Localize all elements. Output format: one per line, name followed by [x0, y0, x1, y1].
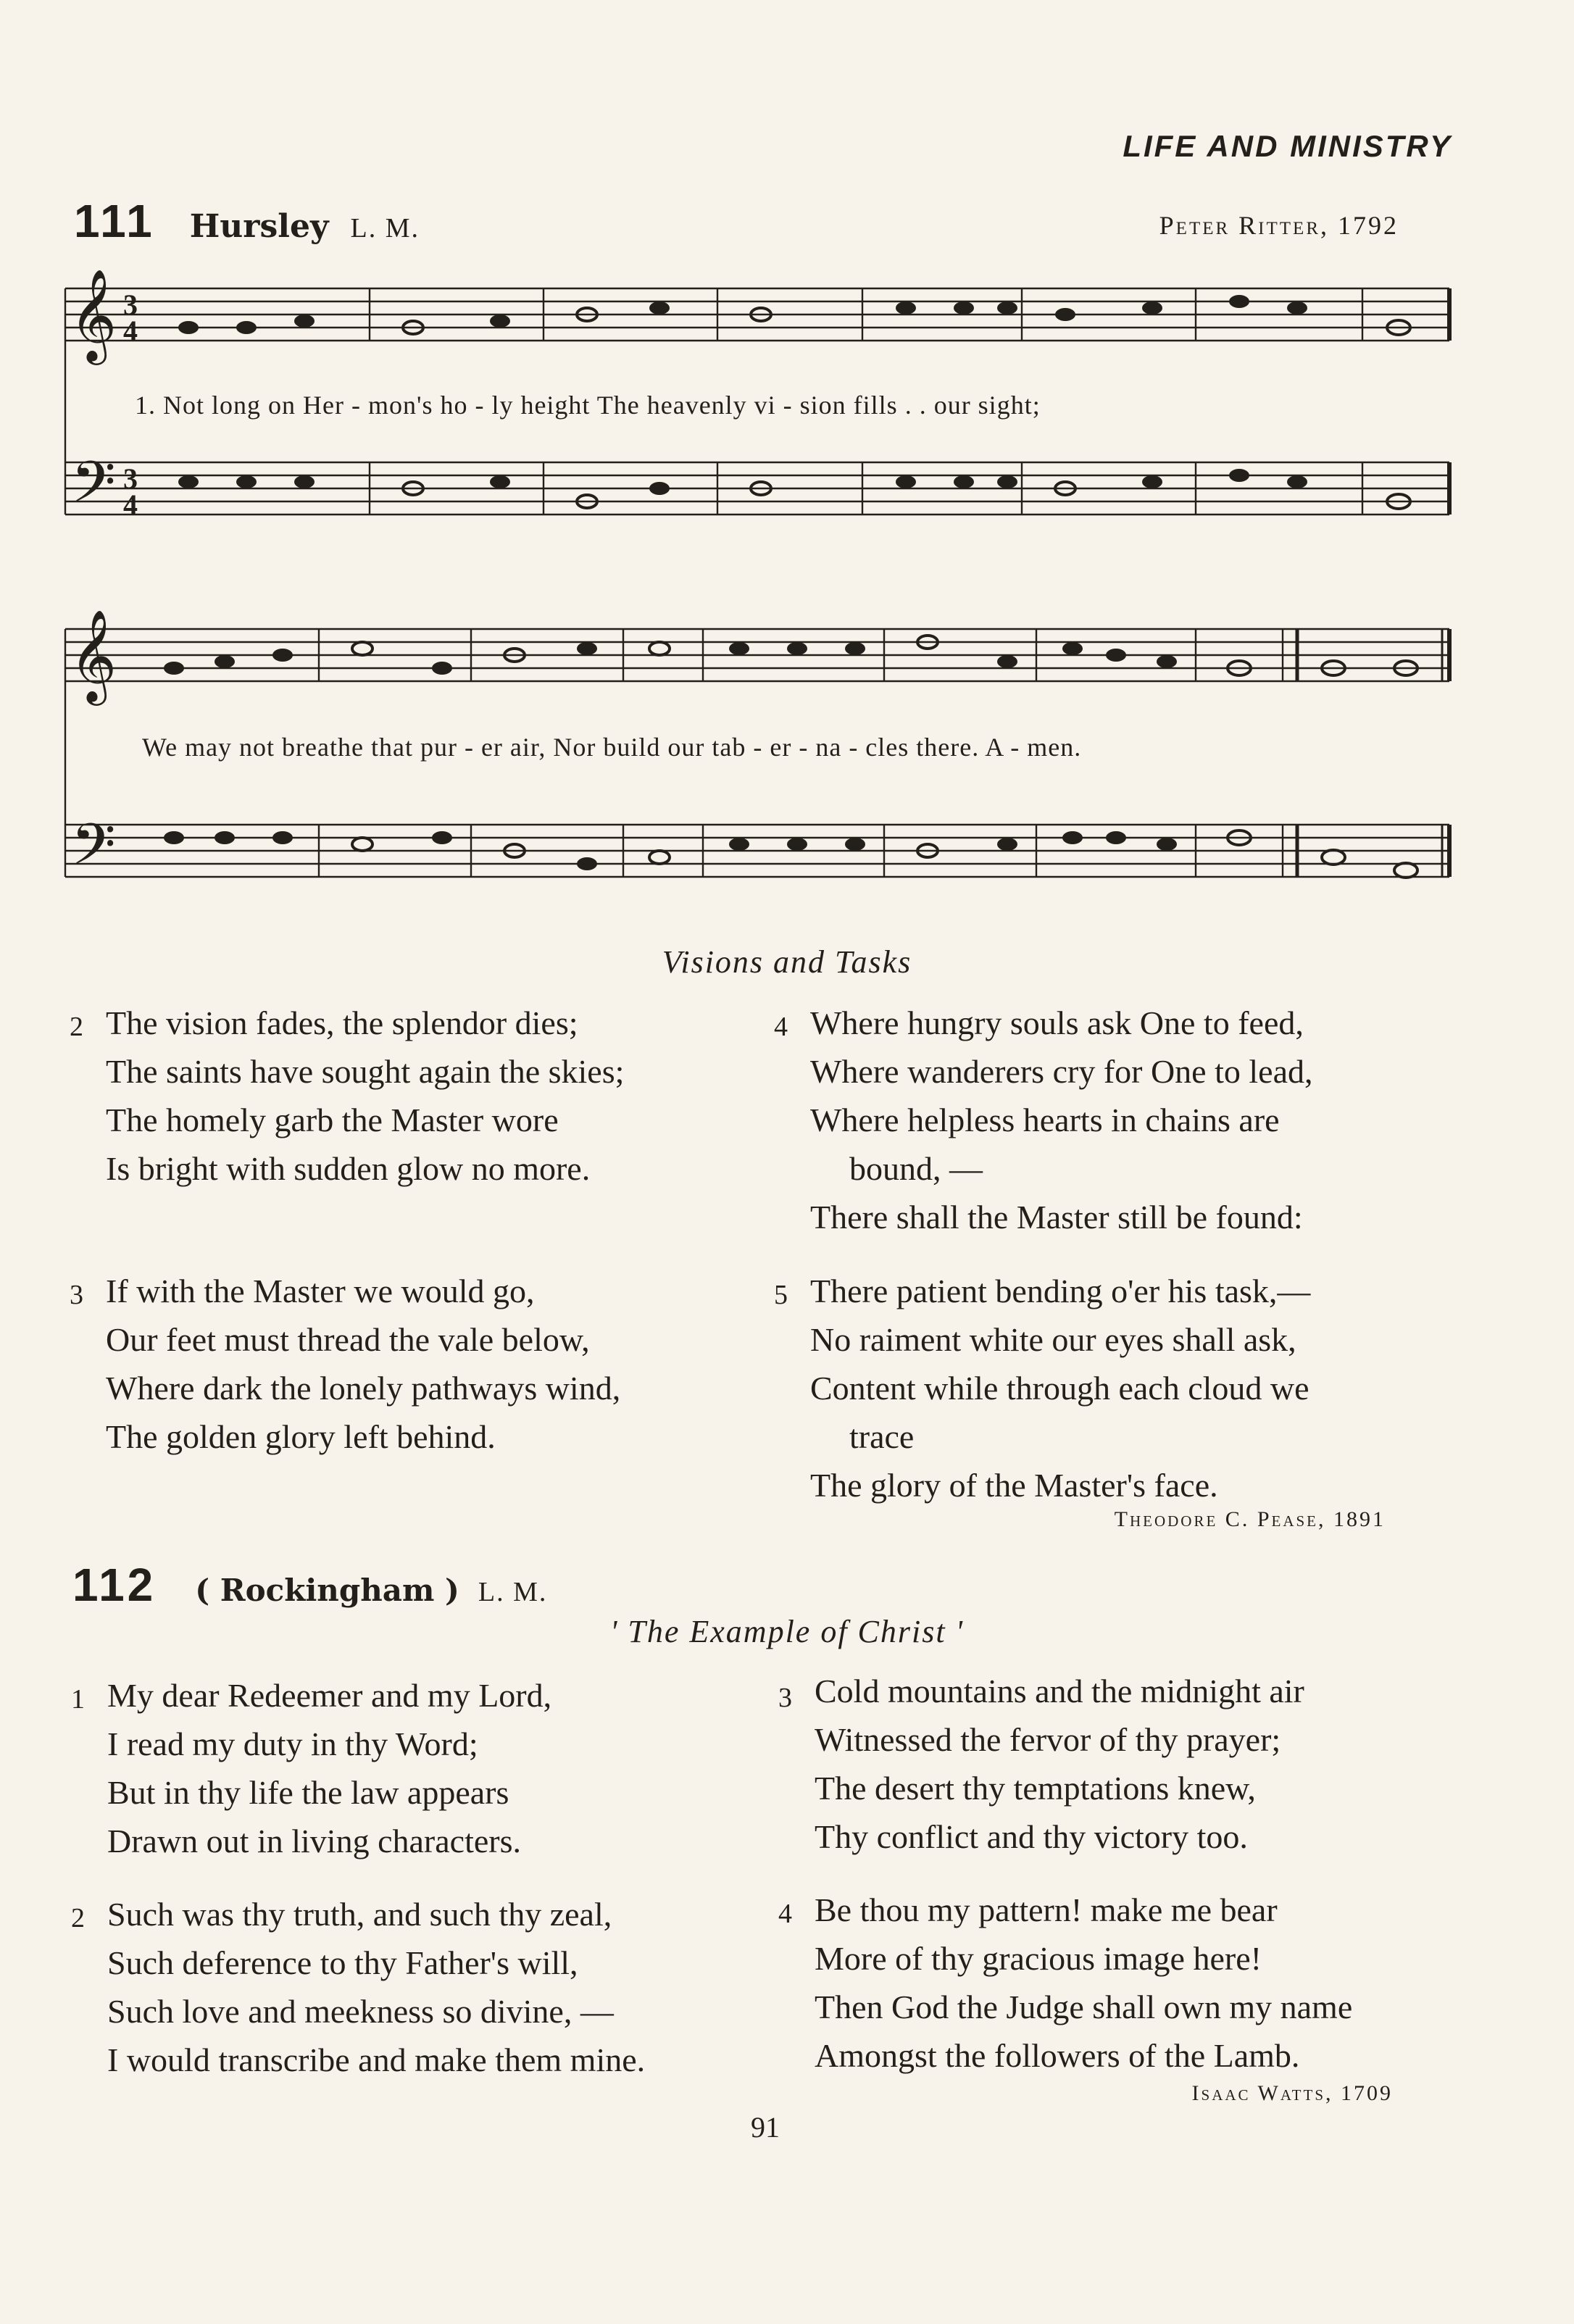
verse-line: If with the Master we would go,	[106, 1273, 535, 1309]
verse-line: The homely garb the Master wore	[106, 1101, 559, 1138]
hymn-number: 112	[72, 1559, 157, 1611]
meter: L. M.	[350, 213, 420, 243]
bass-staff	[65, 825, 1449, 877]
verse-line: Where helpless hearts in chains are	[810, 1101, 1280, 1138]
svg-text:4: 4	[123, 315, 138, 347]
hymn-111-author: Theodore C. Pease, 1891	[1114, 1507, 1386, 1531]
verse-line: Such love and meekness so divine, —	[107, 1993, 614, 2030]
hymn-111-verse-5	[774, 1267, 1311, 1509]
bass-clef-icon: 𝄢	[71, 449, 116, 530]
verse-line: Cold mountains and the midnight air	[815, 1673, 1304, 1709]
hymn-111-verse-3	[70, 1267, 621, 1461]
verse-number: 3	[70, 1280, 83, 1310]
time-signature: 3	[123, 288, 138, 321]
tune-name: ( Rockingham )	[195, 1573, 459, 1608]
verse-line: I would transcribe and make them mine.	[107, 2041, 646, 2078]
treble-clef-icon: 𝄞	[70, 609, 117, 701]
verse-line: Such deference to thy Father's will,	[107, 1944, 578, 1981]
verse-line: But in thy life the law appears	[107, 1774, 509, 1811]
music-system-2	[65, 607, 1515, 919]
bass-clef-icon: 𝄢	[71, 811, 116, 892]
verse-line: Be thou my pattern! make me bear	[815, 1891, 1278, 1928]
verse-line: More of thy gracious image here!	[815, 1940, 1262, 1977]
verse-line: Our feet must thread the vale below,	[106, 1321, 590, 1358]
verse-number: 4	[778, 1899, 792, 1929]
verse-line: The saints have sought again the skies;	[106, 1053, 625, 1090]
verse-line: There patient bending o'er his task,—	[810, 1273, 1311, 1309]
svg-text:4: 4	[123, 488, 138, 521]
hymn-112-verse-2	[71, 1890, 646, 2084]
verse-line: There shall the Master still be found:	[810, 1199, 1303, 1236]
tune-name: Hursley	[189, 208, 329, 245]
verse-line: No raiment white our eyes shall ask,	[810, 1321, 1296, 1358]
lyrics-line-1: 1. Not long on Her - mon's ho - ly height The heavenly vi - sion fills . . our sight;	[135, 391, 1041, 420]
verse-number: 4	[774, 1012, 788, 1042]
hymn-112-verse-3	[778, 1667, 1304, 1861]
verse-line: I read my duty in thy Word;	[107, 1725, 478, 1762]
meter: L. M.	[478, 1577, 548, 1607]
verse-line: My dear Redeemer and my Lord,	[107, 1677, 552, 1714]
verse-number: 3	[778, 1683, 792, 1713]
verse-line: bound, —	[849, 1150, 983, 1187]
verse-line: Where wanderers cry for One to lead,	[810, 1053, 1313, 1090]
verse-line: Drawn out in living characters.	[107, 1823, 521, 1859]
composer: Peter Ritter, 1792	[1159, 211, 1399, 240]
verse-line: Thy conflict and thy victory too.	[815, 1818, 1248, 1855]
verse-line: Then God the Judge shall own my name	[815, 1988, 1353, 2025]
verse-line: Where dark the lonely pathways wind,	[106, 1370, 621, 1407]
verse-line: Witnessed the fervor of thy prayer;	[815, 1721, 1281, 1758]
hymn-111-heading	[74, 194, 420, 248]
verse-number: 1	[71, 1684, 85, 1715]
verse-line: The desert thy temptations knew,	[815, 1770, 1256, 1807]
hymn-111-verse-2	[70, 999, 625, 1193]
hymn-number: 111	[74, 195, 155, 247]
verse-line: Amongst the followers of the Lamb.	[815, 2037, 1300, 2074]
hymn-111-verse-4	[774, 999, 1313, 1241]
verse-number: 5	[774, 1280, 788, 1310]
svg-text:3: 3	[123, 462, 138, 495]
hymn-112-heading	[72, 1558, 547, 1612]
verse-line: Is bright with sudden glow no more.	[106, 1150, 591, 1187]
section-title: LIFE AND MINISTRY	[1123, 129, 1452, 163]
hymn-112-author: Isaac Watts, 1709	[1191, 2081, 1393, 2105]
verse-line: Where hungry souls ask One to feed,	[810, 1004, 1304, 1041]
hymn-112-subtitle: ' The Example of Christ '	[609, 1614, 965, 1649]
treble-clef-icon: 𝄞	[70, 268, 117, 361]
lyrics-line-2: We may not breathe that pur - er air, Nor build our tab - er - na - cles there. A - men.	[142, 733, 1082, 762]
hymn-111-subtitle: Visions and Tasks	[662, 944, 912, 980]
verse-line: The vision fades, the splendor dies;	[106, 1004, 578, 1041]
hymn-112-verse-1	[71, 1671, 552, 1865]
verse-line: The glory of the Master's face.	[810, 1467, 1218, 1504]
page-number: 91	[751, 2111, 780, 2144]
verse-line: Content while through each cloud we	[810, 1370, 1309, 1407]
verse-line: Such was thy truth, and such thy zeal,	[107, 1896, 612, 1933]
verse-line: The golden glory left behind.	[106, 1418, 496, 1455]
verse-line: trace	[849, 1418, 915, 1455]
hymn-112-verse-4	[778, 1886, 1353, 2080]
verse-number: 2	[71, 1903, 85, 1933]
verse-number: 2	[70, 1012, 83, 1042]
